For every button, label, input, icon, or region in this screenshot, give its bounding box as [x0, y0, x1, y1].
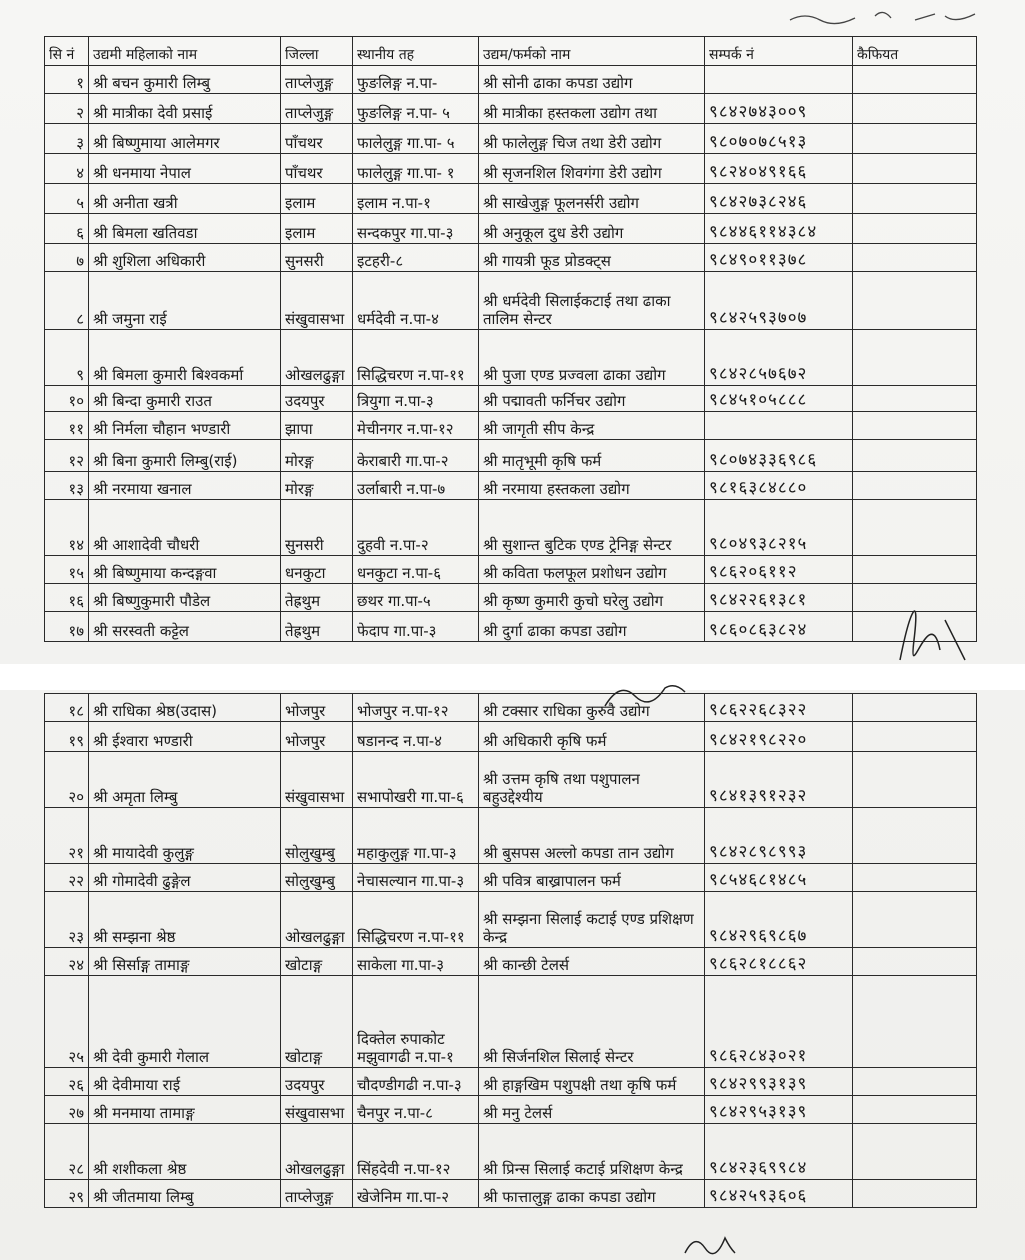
row-firm: श्री मात्रीका हस्तकला उद्योग तथा — [479, 94, 705, 124]
row-name: श्री आशादेवी चौधरी — [89, 500, 281, 556]
row-local: साकेला गा.पा-३ — [353, 948, 479, 976]
row-local: धनकुटा न.पा-६ — [353, 556, 479, 584]
row-contact: ९८६२०६११२ — [705, 556, 853, 584]
row-firm: श्री सिर्जनशिल सिलाई सेन्टर — [479, 976, 705, 1068]
row-name: श्री गोमादेवी ढुङ्गेल — [89, 864, 281, 892]
row-remarks — [853, 1124, 977, 1180]
entrepreneur-table-bottom — [44, 693, 977, 1208]
row-contact: ९८१६३८४८८० — [705, 472, 853, 500]
row-local: फालेलुङ्ग गा.पा- ५ — [353, 124, 479, 154]
row-firm: श्री फात्तालुङ्ग ढाका कपडा उद्योग — [479, 1180, 705, 1208]
row-sn: १३ — [45, 472, 89, 500]
row-local: भोजपुर न.पा-१२ — [353, 694, 479, 722]
row-district: इलाम — [281, 184, 353, 214]
row-contact: ९८६२८१८८६२ — [705, 948, 853, 976]
row-name: श्री मायादेवी कुलुङ्ग — [89, 808, 281, 864]
row-local: इलाम न.पा-१ — [353, 184, 479, 214]
table-row — [45, 330, 977, 386]
row-sn: ११ — [45, 412, 89, 440]
row-local: मेचीनगर न.पा-१२ — [353, 412, 479, 440]
row-firm: श्री बुसपस अल्लो कपडा तान उद्योग — [479, 808, 705, 864]
row-sn: १६ — [45, 584, 89, 612]
table-row — [45, 440, 977, 472]
row-district: भोजपुर — [281, 694, 353, 722]
row-name: श्री मात्रीका देवी प्रसाई — [89, 94, 281, 124]
row-firm: श्री नरमाया हस्तकला उद्योग — [479, 472, 705, 500]
row-remarks — [853, 154, 977, 184]
table-row — [45, 584, 977, 612]
row-district: भोजपुर — [281, 722, 353, 752]
row-firm: श्री अधिकारी कृषि फर्म — [479, 722, 705, 752]
row-sn: १० — [45, 386, 89, 412]
row-sn: २९ — [45, 1180, 89, 1208]
row-firm: श्री मातृभूमी कृषि फर्म — [479, 440, 705, 472]
row-sn: २१ — [45, 808, 89, 864]
row-district: तेह्रथुम — [281, 612, 353, 642]
row-district: झापा — [281, 412, 353, 440]
row-remarks — [853, 94, 977, 124]
row-firm: श्री सोनी ढाका कपडा उद्योग — [479, 66, 705, 94]
row-name: श्री सम्झना श्रेष्ठ — [89, 892, 281, 948]
row-remarks — [853, 612, 977, 642]
row-remarks — [853, 386, 977, 412]
row-firm: श्री सृजनशिल शिवगंगा डेरी उद्योग — [479, 154, 705, 184]
row-contact: ९८६२२६८३२२ — [705, 694, 853, 722]
row-remarks — [853, 694, 977, 722]
row-remarks — [853, 976, 977, 1068]
row-name: श्री नरमाया खनाल — [89, 472, 281, 500]
row-local: इटहरी-८ — [353, 244, 479, 272]
table-row — [45, 1180, 977, 1208]
row-remarks — [853, 948, 977, 976]
row-name: श्री जमुना राई — [89, 272, 281, 330]
row-sn: २६ — [45, 1068, 89, 1096]
row-name: श्री धनमाया नेपाल — [89, 154, 281, 184]
row-sn: १५ — [45, 556, 89, 584]
row-district: सुनसरी — [281, 244, 353, 272]
row-sn: १४ — [45, 500, 89, 556]
row-district: इलाम — [281, 214, 353, 244]
row-sn: १८ — [45, 694, 89, 722]
table-row — [45, 66, 977, 94]
row-district: मोरङ्ग — [281, 472, 353, 500]
row-contact: ९८४२७४३००९ — [705, 94, 853, 124]
row-name: श्री देवीमाया राई — [89, 1068, 281, 1096]
row-district: खोटाङ्ग — [281, 976, 353, 1068]
row-local: सिंहदेवी न.पा-१२ — [353, 1124, 479, 1180]
row-local: उर्लाबारी न.पा-७ — [353, 472, 479, 500]
row-contact: ९८४२८५७६७२ — [705, 330, 853, 386]
row-contact: ९८०४९३८२१५ — [705, 500, 853, 556]
row-remarks — [853, 1180, 977, 1208]
row-sn: ६ — [45, 214, 89, 244]
row-name: श्री बिष्णुमाया कन्दङ्गवा — [89, 556, 281, 584]
row-remarks — [853, 66, 977, 94]
row-local: फुङलिङ्ग न.पा- ५ — [353, 94, 479, 124]
header-remarks: कैफियत — [853, 37, 977, 66]
header-sn: सि नं — [45, 37, 89, 66]
row-name: श्री बिमला खतिवडा — [89, 214, 281, 244]
row-sn: १७ — [45, 612, 89, 642]
row-district: संखुवासभा — [281, 272, 353, 330]
row-name: श्री अमृता लिम्बु — [89, 752, 281, 808]
header-name: उद्यमी महिलाको नाम — [89, 37, 281, 66]
row-name: श्री बचन कुमारी लिम्बु — [89, 66, 281, 94]
row-district: पाँचथर — [281, 124, 353, 154]
row-remarks — [853, 752, 977, 808]
header-district: जिल्ला — [281, 37, 353, 66]
row-name: श्री निर्मला चौहान भण्डारी — [89, 412, 281, 440]
row-firm: श्री सम्झना सिलाई कटाई एण्ड प्रशिक्षण केन्द्र — [479, 892, 705, 948]
row-firm: श्री जागृती सीप केन्द्र — [479, 412, 705, 440]
row-local: सन्दकपुर गा.पा-३ — [353, 214, 479, 244]
row-name: श्री बिष्णुकुमारी पौडेल — [89, 584, 281, 612]
table-row — [45, 272, 977, 330]
row-remarks — [853, 584, 977, 612]
row-contact: ९८४५१०५८८८ — [705, 386, 853, 412]
row-local: फेदाप गा.पा-३ — [353, 612, 479, 642]
row-name: श्री सिर्साङ्ग तामाङ्ग — [89, 948, 281, 976]
row-district: खोटाङ्ग — [281, 948, 353, 976]
row-district: ओखलढुङ्गा — [281, 892, 353, 948]
row-sn: २ — [45, 94, 89, 124]
row-sn: ४ — [45, 154, 89, 184]
row-district: ताप्लेजुङ्ग — [281, 66, 353, 94]
row-local: चैनपुर न.पा-८ — [353, 1096, 479, 1124]
header-firm: उद्यम/फर्मको नाम — [479, 37, 705, 66]
row-district: उदयपुर — [281, 386, 353, 412]
row-contact: ९८०७०७८५१३ — [705, 124, 853, 154]
row-remarks — [853, 214, 977, 244]
row-remarks — [853, 330, 977, 386]
header-contact: सम्पर्क नं — [705, 37, 853, 66]
row-contact: ९८४२३६९९८४ — [705, 1124, 853, 1180]
row-firm: श्री कविता फलफूल प्रशोधन उद्योग — [479, 556, 705, 584]
row-contact: ९८४१३९१२३२ — [705, 752, 853, 808]
row-sn: १२ — [45, 440, 89, 472]
row-name: श्री बिष्णुमाया आलेमगर — [89, 124, 281, 154]
row-remarks — [853, 1096, 977, 1124]
table-row — [45, 556, 977, 584]
row-local: धर्मदेवी न.पा-४ — [353, 272, 479, 330]
table-row — [45, 694, 977, 722]
row-firm: श्री उत्तम कृषि तथा पशुपालन बहुउद्देश्यीय — [479, 752, 705, 808]
row-name: श्री शशीकला श्रेष्ठ — [89, 1124, 281, 1180]
row-remarks — [853, 184, 977, 214]
row-contact: ९८४२२६१३८१ — [705, 584, 853, 612]
row-local: सिद्धिचरण न.पा-११ — [353, 892, 479, 948]
row-firm: श्री पवित्र बाख्रापालन फर्म — [479, 864, 705, 892]
row-firm: श्री धर्मदेवी सिलाईकटाई तथा ढाका तालिम सेन्टर — [479, 272, 705, 330]
row-firm: श्री टक्सार राधिका कुरुवै उद्योग — [479, 694, 705, 722]
row-sn: ७ — [45, 244, 89, 272]
row-contact: ९८०७४३३६९८६ — [705, 440, 853, 472]
table-row — [45, 1068, 977, 1096]
table-row — [45, 500, 977, 556]
row-contact: ९८४२८९८९९३ — [705, 808, 853, 864]
row-district: उदयपुर — [281, 1068, 353, 1096]
row-remarks — [853, 244, 977, 272]
row-firm: श्री पद्मावती फर्निचर उद्योग — [479, 386, 705, 412]
row-local: फालेलुङ्ग गा.पा- १ — [353, 154, 479, 184]
row-district: पाँचथर — [281, 154, 353, 184]
table-row — [45, 808, 977, 864]
row-firm: श्री कान्छी टेलर्स — [479, 948, 705, 976]
row-name: श्री राधिका श्रेष्ठ(उदास) — [89, 694, 281, 722]
row-name: श्री अनीता खत्री — [89, 184, 281, 214]
row-remarks — [853, 272, 977, 330]
row-remarks — [853, 440, 977, 472]
handwritten-scribble — [785, 6, 985, 28]
row-sn: १ — [45, 66, 89, 94]
row-contact — [705, 412, 853, 440]
row-name: श्री सरस्वती कट्टेल — [89, 612, 281, 642]
page-gap — [0, 664, 1025, 690]
row-district: ताप्लेजुङ्ग — [281, 1180, 353, 1208]
row-firm: श्री गायत्री फूड प्रोडक्ट्स — [479, 244, 705, 272]
row-firm: श्री सुशान्त बुटिक एण्ड ट्रेनिङ्ग सेन्टर — [479, 500, 705, 556]
table-row — [45, 412, 977, 440]
row-remarks — [853, 722, 977, 752]
table-row — [45, 214, 977, 244]
row-sn: २० — [45, 752, 89, 808]
table-row — [45, 948, 977, 976]
row-name: श्री शुशिला अधिकारी — [89, 244, 281, 272]
row-contact: ९८६०८६३८२४ — [705, 612, 853, 642]
row-contact: ९८२४०४९१६६ — [705, 154, 853, 184]
row-contact: ९८४२५९३७०७ — [705, 272, 853, 330]
row-name: श्री देवी कुमारी गेलाल — [89, 976, 281, 1068]
row-local: षडानन्द न.पा-४ — [353, 722, 479, 752]
row-contact: ९८४२९६९८६७ — [705, 892, 853, 948]
row-contact: ९८५४६८१४८५ — [705, 864, 853, 892]
row-local: नेचासल्यान गा.पा-३ — [353, 864, 479, 892]
row-sn: २५ — [45, 976, 89, 1068]
row-district: संखुवासभा — [281, 1096, 353, 1124]
row-local: त्रियुगा न.पा-३ — [353, 386, 479, 412]
row-remarks — [853, 124, 977, 154]
table-row — [45, 472, 977, 500]
row-remarks — [853, 808, 977, 864]
row-sn: २७ — [45, 1096, 89, 1124]
row-local: चौदण्डीगढी न.पा-३ — [353, 1068, 479, 1096]
row-firm: श्री साखेजुङ्ग फूलनर्सरी उद्योग — [479, 184, 705, 214]
row-local: महाकुलुङ्ग गा.पा-३ — [353, 808, 479, 864]
row-remarks — [853, 500, 977, 556]
row-name: श्री बिन्दा कुमारी राउत — [89, 386, 281, 412]
row-local: फुङलिङ्ग न.पा- — [353, 66, 479, 94]
row-sn: २३ — [45, 892, 89, 948]
table-row — [45, 722, 977, 752]
table-row — [45, 892, 977, 948]
row-name: श्री बिमला कुमारी बिश्वकर्मा — [89, 330, 281, 386]
row-name: श्री बिना कुमारी लिम्बु(राई) — [89, 440, 281, 472]
row-firm: श्री दुर्गा ढाका कपडा उद्योग — [479, 612, 705, 642]
row-remarks — [853, 472, 977, 500]
table-row — [45, 1096, 977, 1124]
row-local: खेजेनिम गा.पा-२ — [353, 1180, 479, 1208]
row-firm: श्री पुजा एण्ड प्रज्वला ढाका उद्योग — [479, 330, 705, 386]
row-district: ओखलढुङ्गा — [281, 1124, 353, 1180]
row-name: श्री जीतमाया लिम्बु — [89, 1180, 281, 1208]
row-contact: ९८४४६११४३८४ — [705, 214, 853, 244]
row-firm: श्री अनुकूल दुध डेरी उद्योग — [479, 214, 705, 244]
table-row — [45, 976, 977, 1068]
table-row — [45, 864, 977, 892]
row-remarks — [853, 892, 977, 948]
table-row — [45, 612, 977, 642]
row-local: सिद्धिचरण न.पा-११ — [353, 330, 479, 386]
row-contact: ९८४२५९३६०६ — [705, 1180, 853, 1208]
row-sn: ५ — [45, 184, 89, 214]
row-local: दिक्तेल रुपाकोट मझुवागढी न.पा-१ — [353, 976, 479, 1068]
row-local: सभापोखरी गा.पा-६ — [353, 752, 479, 808]
row-contact — [705, 66, 853, 94]
table-row — [45, 386, 977, 412]
row-sn: २४ — [45, 948, 89, 976]
table-row — [45, 94, 977, 124]
header-local: स्थानीय तह — [353, 37, 479, 66]
table-row — [45, 1124, 977, 1180]
row-firm: श्री मनु टेलर्स — [479, 1096, 705, 1124]
row-firm: श्री फालेलुङ्ग चिज तथा डेरी उद्योग — [479, 124, 705, 154]
table-header-row — [45, 37, 977, 66]
row-district: सुनसरी — [281, 500, 353, 556]
row-name: श्री मनमाया तामाङ्ग — [89, 1096, 281, 1124]
row-name: श्री ईश्वारा भण्डारी — [89, 722, 281, 752]
row-sn: २८ — [45, 1124, 89, 1180]
row-local: छथर गा.पा-५ — [353, 584, 479, 612]
row-contact: ९८४२१९८२२० — [705, 722, 853, 752]
row-district: संखुवासभा — [281, 752, 353, 808]
row-firm: श्री हाङ्गखिम पशुपक्षी तथा कृषि फर्म — [479, 1068, 705, 1096]
row-district: तेह्रथुम — [281, 584, 353, 612]
table-row — [45, 244, 977, 272]
row-contact: ९८४२९९३१३९ — [705, 1068, 853, 1096]
row-local: दुहवी न.पा-२ — [353, 500, 479, 556]
row-district: ओखलढुङ्गा — [281, 330, 353, 386]
row-contact: ९८६२८४३०२१ — [705, 976, 853, 1068]
row-remarks — [853, 556, 977, 584]
row-sn: ८ — [45, 272, 89, 330]
row-district: मोरङ्ग — [281, 440, 353, 472]
row-district: सोलुखुम्बु — [281, 808, 353, 864]
table-row — [45, 184, 977, 214]
row-local: केराबारी गा.पा-२ — [353, 440, 479, 472]
row-sn: २२ — [45, 864, 89, 892]
row-district: ताप्लेजुङ्ग — [281, 94, 353, 124]
row-district: सोलुखुम्बु — [281, 864, 353, 892]
row-firm: श्री कृष्ण कुमारी कुचो घरेलु उद्योग — [479, 584, 705, 612]
row-firm: श्री प्रिन्स सिलाई कटाई प्रशिक्षण केन्द्र — [479, 1124, 705, 1180]
row-sn: ९ — [45, 330, 89, 386]
row-remarks — [853, 864, 977, 892]
row-contact: ९८४९०११३७८ — [705, 244, 853, 272]
table-row — [45, 154, 977, 184]
table-row — [45, 124, 977, 154]
table-row — [45, 752, 977, 808]
row-contact: ९८४२७३८२४६ — [705, 184, 853, 214]
row-remarks — [853, 412, 977, 440]
row-district: धनकुटा — [281, 556, 353, 584]
row-contact: ९८४२९५३१३९ — [705, 1096, 853, 1124]
row-remarks — [853, 1068, 977, 1096]
row-sn: ३ — [45, 124, 89, 154]
row-sn: १९ — [45, 722, 89, 752]
entrepreneur-table-top — [44, 36, 977, 642]
